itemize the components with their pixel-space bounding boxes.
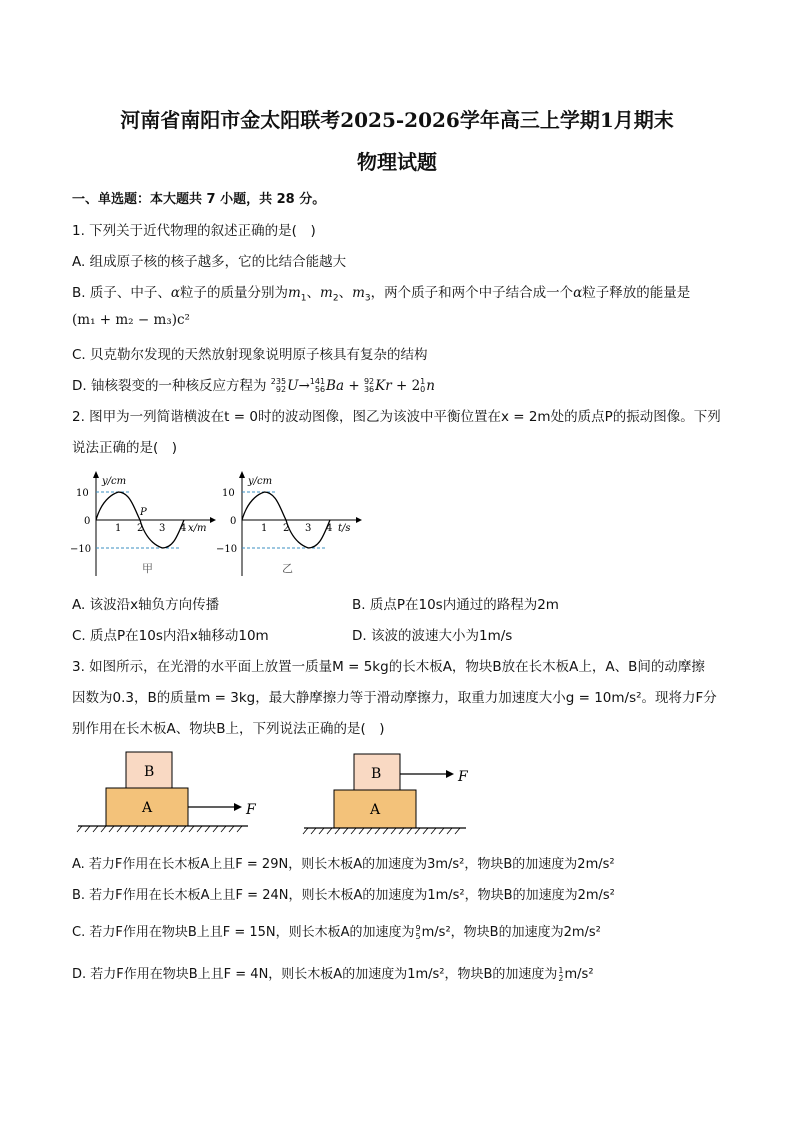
block-figure-force-on-a — [76, 748, 276, 840]
q3-stem-line2: 因数为0.3，B的质量m = 3kg，最大静摩擦力等于滑动摩擦力，取重力加速度大小g = 10m/s²。现将力F分 — [72, 690, 717, 706]
q1-option-c: C. 贝克勒尔发现的天然放射现象说明原子核具有复杂的结构 — [72, 347, 428, 363]
q2-stem-line2: 说法正确的是( ) — [72, 440, 178, 456]
block-figure-force-on-b — [302, 748, 502, 840]
q1-option-a: A. 组成原子核的核子越多，它的比结合能越大 — [72, 254, 347, 270]
wave-graph-jia — [70, 468, 220, 588]
q3-stem-line1: 3. 如图所示，在光滑的水平面上放置一质量M = 5kg的长木板A，物块B放在长木板A上，A、B间的动摩擦 — [72, 659, 705, 675]
q1-option-b: B. 质子、中子、α粒子的质量分别为$m_1$、$m_2$、$m_3$，两个质子和两个中子结合成一个α粒子释放的能量是 — [72, 285, 691, 304]
yi-xtick-4: 4 — [326, 523, 333, 534]
left-block-b-label: B — [144, 764, 155, 780]
jia-ytick-0: 0 — [84, 516, 91, 527]
q1-stem: 1. 下列关于近代物理的叙述正确的是( ) — [72, 223, 316, 239]
jia-xtick-1: 1 — [115, 523, 122, 534]
q2-option-a: A. 该波沿x轴负方向传播 — [72, 597, 220, 613]
q1-option-d: D. 铀核裂变的一种核反应方程为 235 92U→141 56Ba + 92 36Kr + 21 0n — [72, 377, 435, 394]
jia-xlabel: x/m — [188, 523, 207, 534]
right-block-b-label: B — [371, 766, 382, 782]
q3-option-c: C. 若力F作用在物块B上且F = 15N，则长木板A的加速度为9 5m/s²，物块B的加速度为2m/s² — [72, 923, 601, 941]
left-block-a-label: A — [142, 800, 153, 816]
yi-ytick-0: 0 — [230, 516, 237, 527]
yi-xtick-1: 1 — [261, 523, 268, 534]
jia-ytick-neg10: −10 — [70, 544, 92, 555]
jia-ytick-10: 10 — [76, 488, 89, 499]
yi-caption: 乙 — [282, 562, 293, 575]
q2-stem-line1: 2. 图甲为一列简谐横波在t = 0时的波动图像，图乙为该波中平衡位置在x = 2m处的质点P的振动图像。下列 — [72, 409, 721, 425]
section-heading: 一、单选题：本大题共 7 小题，共 28 分。 — [72, 192, 326, 207]
jia-ylabel: y/cm — [102, 476, 127, 487]
q3-stem-line3: 别作用在长木板A、物块B上，下列说法正确的是( ) — [72, 721, 385, 737]
yi-ytick-10: 10 — [222, 488, 235, 499]
jia-caption: 甲 — [142, 562, 153, 575]
left-force-label: F — [246, 802, 256, 818]
q2-option-b: B. 质点P在10s内通过的路程为2m — [352, 597, 559, 613]
exam-subtitle: 物理试题 — [357, 150, 437, 174]
right-force-label: F — [458, 769, 468, 785]
vibration-graph-yi — [216, 468, 366, 588]
yi-ylabel: y/cm — [248, 476, 273, 487]
yi-xtick-3: 3 — [305, 523, 312, 534]
q3-option-a: A. 若力F作用在长木板A上且F = 29N，则长木板A的加速度为3m/s²，物块B的加速度为2m/s² — [72, 857, 615, 872]
right-block-a-label: A — [370, 802, 381, 818]
exam-title: 河南省南阳市金太阳联考2025-2026学年高三上学期1月期末 — [120, 108, 674, 132]
yi-xtick-2: 2 — [283, 523, 290, 534]
q3-option-d: D. 若力F作用在物块B上且F = 4N，则长木板A的加速度为1m/s²，物块B的加速度为1 2m/s² — [72, 965, 594, 983]
yi-ytick-neg10: −10 — [216, 544, 238, 555]
q2-option-c: C. 质点P在10s内沿x轴移动10m — [72, 628, 269, 644]
q3-option-b: B. 若力F作用在长木板A上且F = 24N，则长木板A的加速度为1m/s²，物块B的加速度为2m/s² — [72, 888, 615, 903]
q2-option-d: D. 该波的波速大小为1m/s — [352, 628, 513, 644]
yi-xlabel: t/s — [338, 523, 351, 534]
jia-xtick-3: 3 — [159, 523, 166, 534]
q1-option-b-formula: (m₁ + m₂ − m₃)c² — [72, 312, 190, 328]
jia-xtick-4: 4 — [180, 523, 187, 534]
jia-xtick-2: 2 — [137, 523, 144, 534]
jia-point-p: P — [140, 507, 147, 518]
